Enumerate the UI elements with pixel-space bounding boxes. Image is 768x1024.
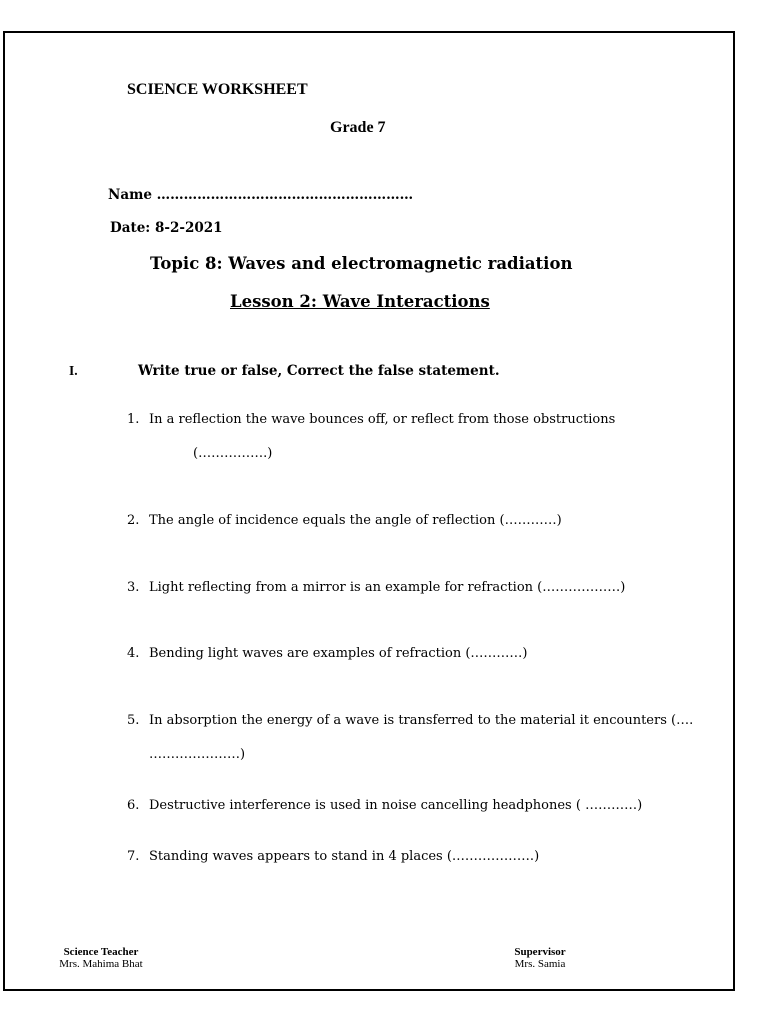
supervisor-role: Supervisor xyxy=(514,946,566,958)
teacher-signature xyxy=(41,946,161,970)
worksheet-page xyxy=(3,31,735,991)
question-text: Bending light waves are examples of refraction (…………) xyxy=(149,646,528,661)
answer-blank[interactable]: …………………) xyxy=(149,747,246,762)
section-instruction: Write true or false, Correct the false statement. xyxy=(138,363,500,379)
worksheet-title: SCIENCE WORKSHEET xyxy=(127,81,308,98)
answer-blank[interactable]: (…………….) xyxy=(193,446,273,461)
question-1 xyxy=(127,412,615,427)
question-3 xyxy=(127,580,625,595)
section-number: I. xyxy=(69,363,78,378)
grade-label: Grade 7 xyxy=(330,119,386,136)
question-6 xyxy=(127,798,642,813)
question-4 xyxy=(127,646,527,661)
question-5 xyxy=(127,713,693,728)
question-number: 4. xyxy=(127,646,140,661)
question-number: 3. xyxy=(127,580,140,595)
lesson-heading: Lesson 2: Wave Interactions xyxy=(230,292,490,311)
teacher-name: Mrs. Mahima Bhat xyxy=(59,958,143,970)
supervisor-signature xyxy=(490,946,590,970)
question-text: The angle of incidence equals the angle of reflection (…………) xyxy=(149,513,562,528)
name-line: Name ………………………………………………… xyxy=(108,187,414,203)
question-text: In a reflection the wave bounces off, or reflect from those obstructions xyxy=(149,412,616,427)
question-2 xyxy=(127,513,562,528)
question-text: In absorption the energy of a wave is transferred to the material it encounters (…. xyxy=(149,713,694,728)
teacher-role: Science Teacher xyxy=(63,946,139,958)
question-text: Destructive interference is used in noise cancelling headphones ( …………) xyxy=(149,798,643,813)
supervisor-name: Mrs. Samia xyxy=(514,958,566,970)
date-line: Date: 8-2-2021 xyxy=(110,220,223,236)
question-number: 5. xyxy=(127,713,140,728)
topic-heading: Topic 8: Waves and electromagnetic radiation xyxy=(150,254,573,273)
question-number: 6. xyxy=(127,798,140,813)
question-number: 2. xyxy=(127,513,140,528)
question-number: 7. xyxy=(127,849,140,864)
question-text: Standing waves appears to stand in 4 places (……………….) xyxy=(149,849,540,864)
question-7 xyxy=(127,849,539,864)
question-text: Light reflecting from a mirror is an example for refraction (………………) xyxy=(149,580,626,595)
question-number: 1. xyxy=(127,412,140,427)
